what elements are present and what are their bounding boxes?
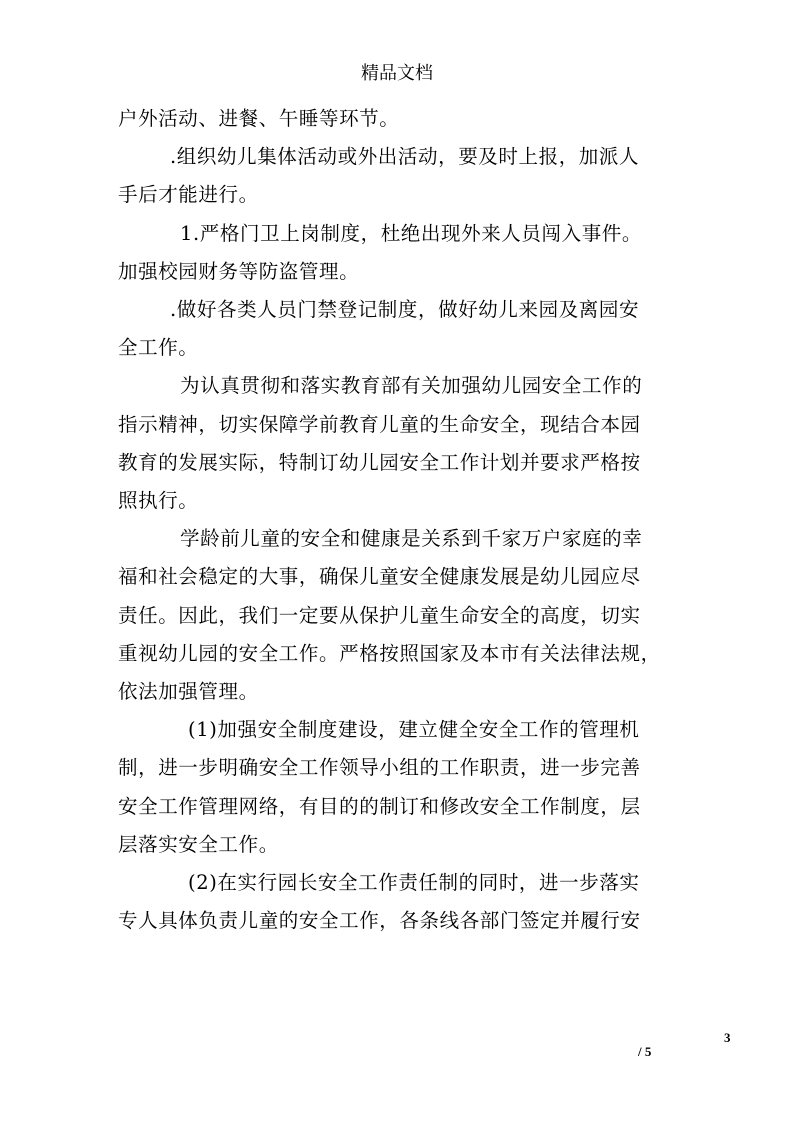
- text-line: 制，进一步明确安全工作领导小组的工作职责，进一步完善: [118, 756, 641, 780]
- text-line: 加强校园财务等防盗管理。: [118, 259, 360, 283]
- page-number: 3: [724, 1030, 731, 1045]
- text-line: 户外活动、进餐、午睡等环节。: [118, 107, 400, 130]
- text-line: 1.严格门卫上岗制度，杜绝出现外来人员闯入事件。: [180, 221, 643, 245]
- text-line: 重视幼儿园的安全工作。严格按照国家及本市有关法律法规，: [118, 641, 661, 665]
- text-line: 为认真贯彻和落实教育部有关加强幼儿园安全工作的: [180, 374, 643, 398]
- text-line: 福和社会稳定的大事，确保儿童安全健康发展是幼儿园应尽: [118, 565, 641, 589]
- text-line: 学龄前儿童的安全和健康是关系到千家万户家庭的幸: [180, 527, 643, 551]
- text-line: 安全工作管理网络，有目的的制订和修改安全工作制度，层: [118, 794, 641, 818]
- text-line: 教育的发展实际，特制订幼儿园安全工作计划并要求严格按: [118, 450, 641, 474]
- text-line: (1)加强安全制度建设，建立健全安全工作的管理机: [188, 718, 640, 742]
- text-line: 责任。因此，我们一定要从保护儿童生命安全的高度，切实: [118, 603, 641, 627]
- page-header: 精品文档: [361, 63, 433, 84]
- page-total: / 5: [638, 1044, 652, 1059]
- text-line: .组织幼儿集体活动或外出活动，要及时上报，加派人: [170, 145, 640, 169]
- text-line: (2)在实行园长安全工作责任制的同时，进一步落实: [188, 871, 640, 895]
- text-line: 照执行。: [118, 489, 199, 513]
- text-line: 手后才能进行。: [118, 183, 259, 207]
- text-line: .做好各类人员门禁登记制度，做好幼儿来园及离园安: [170, 298, 640, 322]
- text-line: 指示精神，切实保障学前教育儿童的生命安全，现结合本园: [118, 412, 641, 436]
- text-line: 依法加强管理。: [118, 680, 259, 704]
- text-line: 全工作。: [118, 336, 199, 360]
- text-line: 专人具体负责儿童的安全工作，各条线各部门签定并履行安: [118, 909, 641, 933]
- document-body: [118, 100, 678, 940]
- text-line: 层落实安全工作。: [118, 832, 279, 856]
